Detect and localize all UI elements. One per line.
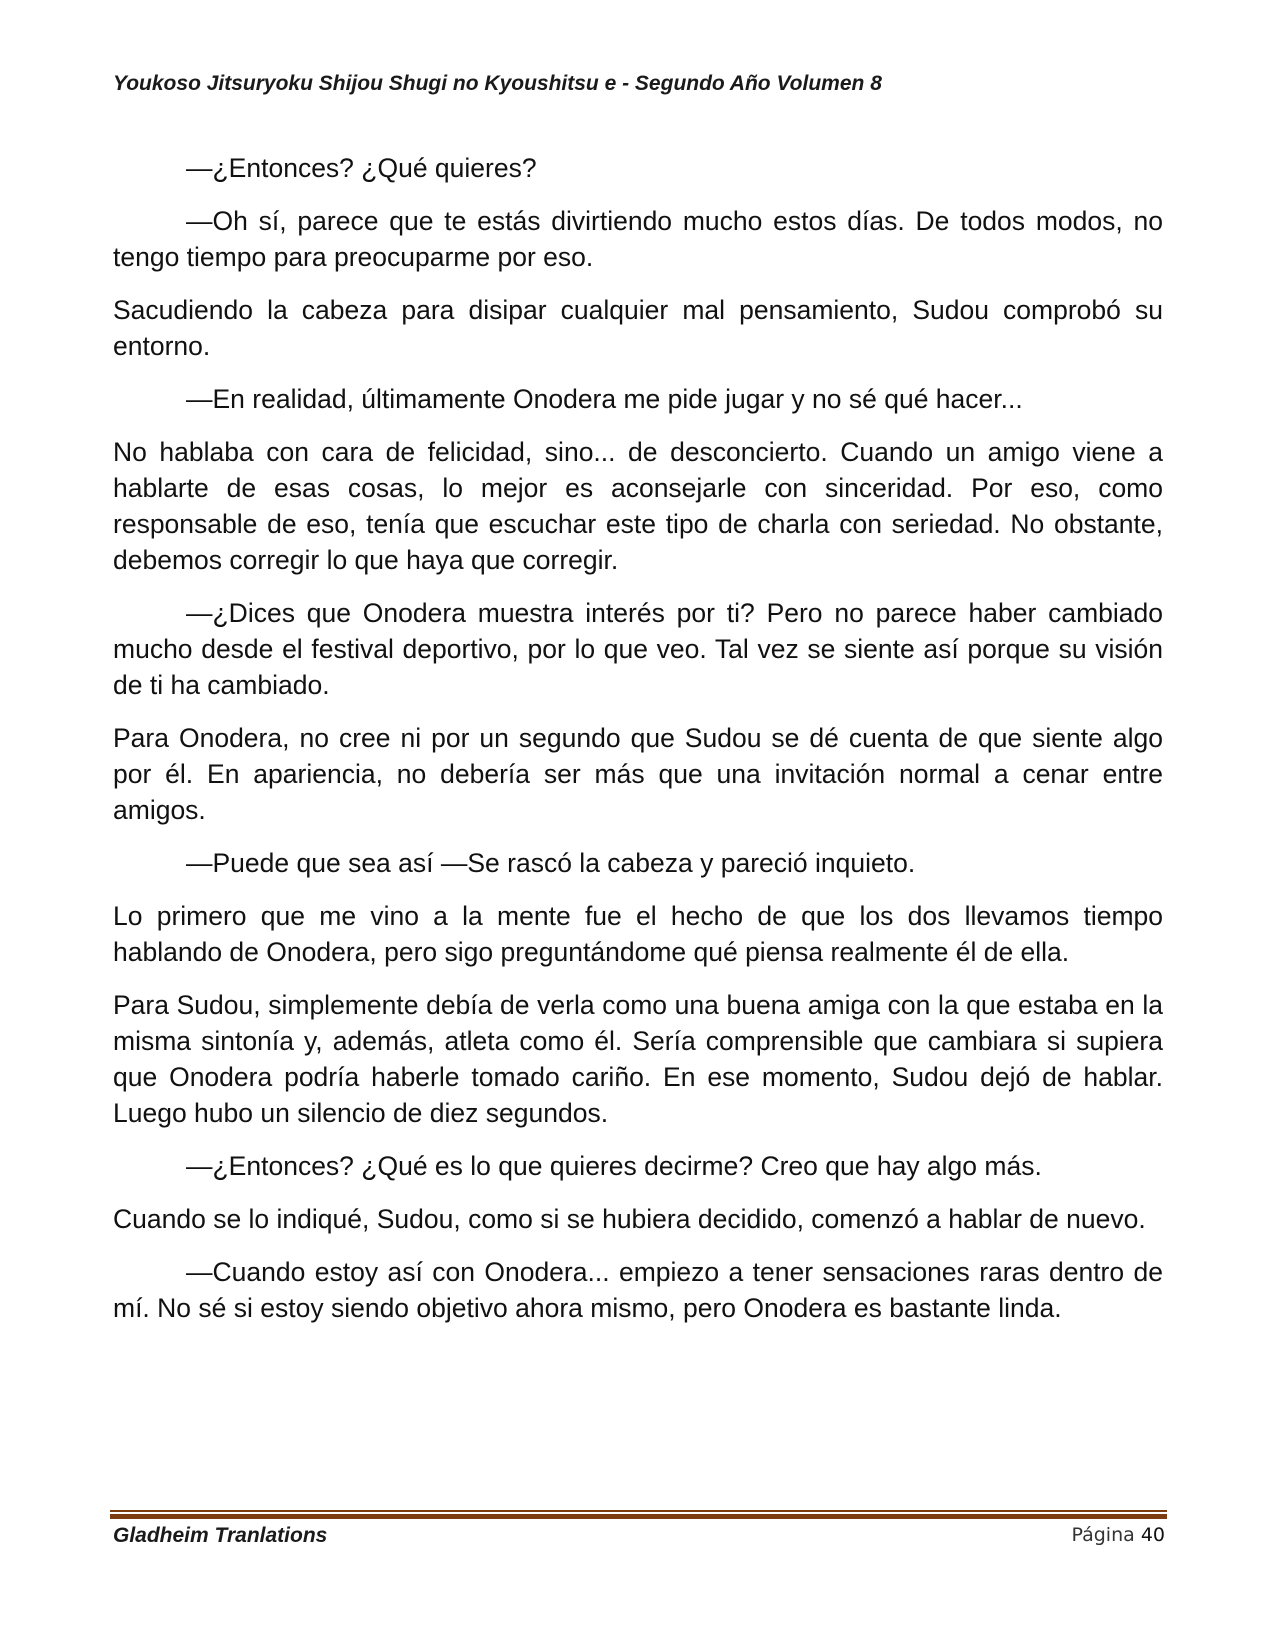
footer-divider-thick-line bbox=[110, 1514, 1167, 1519]
paragraph: —¿Entonces? ¿Qué quieres? bbox=[186, 153, 537, 183]
paragraph: —¿Entonces? ¿Qué es lo que quieres decirme? Creo que hay algo más. bbox=[186, 1151, 1042, 1181]
page-label: Página bbox=[1071, 1524, 1135, 1546]
paragraph: —Cuando estoy así con Onodera... empiezo a tener sensaciones raras dentro de mí. No sé si estoy siendo objetivo ahora mismo, pero Onodera es bastante linda. bbox=[113, 1257, 1163, 1323]
paragraph: No hablaba con cara de felicidad, sino... de desconcierto. Cuando un amigo viene a hablarte de esas cosas, lo mejor es aconsejarle con sinceridad. Por eso, como responsable de eso, tenía que escuchar este tipo de charla con seriedad. No obstante, debemos corregir lo que haya que corregir. bbox=[113, 437, 1163, 575]
paragraph: —Puede que sea así —Se rascó la cabeza y pareció inquieto. bbox=[186, 848, 916, 878]
footer-divider-thin-line bbox=[110, 1510, 1167, 1512]
page-number-value: 40 bbox=[1140, 1524, 1165, 1546]
paragraph: Para Onodera, no cree ni por un segundo que Sudou se dé cuenta de que siente algo por él. En apariencia, no debería ser más que una invitación normal a cenar entre amigos. bbox=[113, 723, 1163, 825]
page-number bbox=[1071, 1524, 1165, 1546]
paragraph: Lo primero que me vino a la mente fue el hecho de que los dos llevamos tiempo hablando de Onodera, pero sigo preguntándome qué piensa realmente él de ella. bbox=[113, 901, 1163, 967]
body-text bbox=[113, 150, 1163, 1343]
paragraph: Para Sudou, simplemente debía de verla como una buena amiga con la que estaba en la misma sintonía y, además, atleta como él. Sería comprensible que cambiara si supiera que Onodera podría haberle tomado cariño. En ese momento, Sudou dejó de hablar. Luego hubo un silencio de diez segundos. bbox=[113, 990, 1163, 1128]
paragraph: Cuando se lo indiqué, Sudou, como si se hubiera decidido, comenzó a hablar de nuevo. bbox=[113, 1204, 1146, 1234]
footer-divider bbox=[110, 1510, 1167, 1519]
paragraph: —En realidad, últimamente Onodera me pide jugar y no sé qué hacer... bbox=[186, 384, 1023, 414]
footer-credit: Gladheim Tranlations bbox=[113, 1524, 328, 1547]
paragraph: Sacudiendo la cabeza para disipar cualquier mal pensamiento, Sudou comprobó su entorno. bbox=[113, 295, 1163, 361]
running-header: Youkoso Jitsuryoku Shijou Shugi no Kyoushitsu e - Segundo Año Volumen 8 bbox=[113, 72, 882, 95]
paragraph: —Oh sí, parece que te estás divirtiendo mucho estos días. De todos modos, no tengo tiempo para preocuparme por eso. bbox=[113, 206, 1163, 272]
paragraph: —¿Dices que Onodera muestra interés por ti? Pero no parece haber cambiado mucho desde el festival deportivo, por lo que veo. Tal vez se siente así porque su visión de ti ha cambiado. bbox=[113, 598, 1163, 700]
